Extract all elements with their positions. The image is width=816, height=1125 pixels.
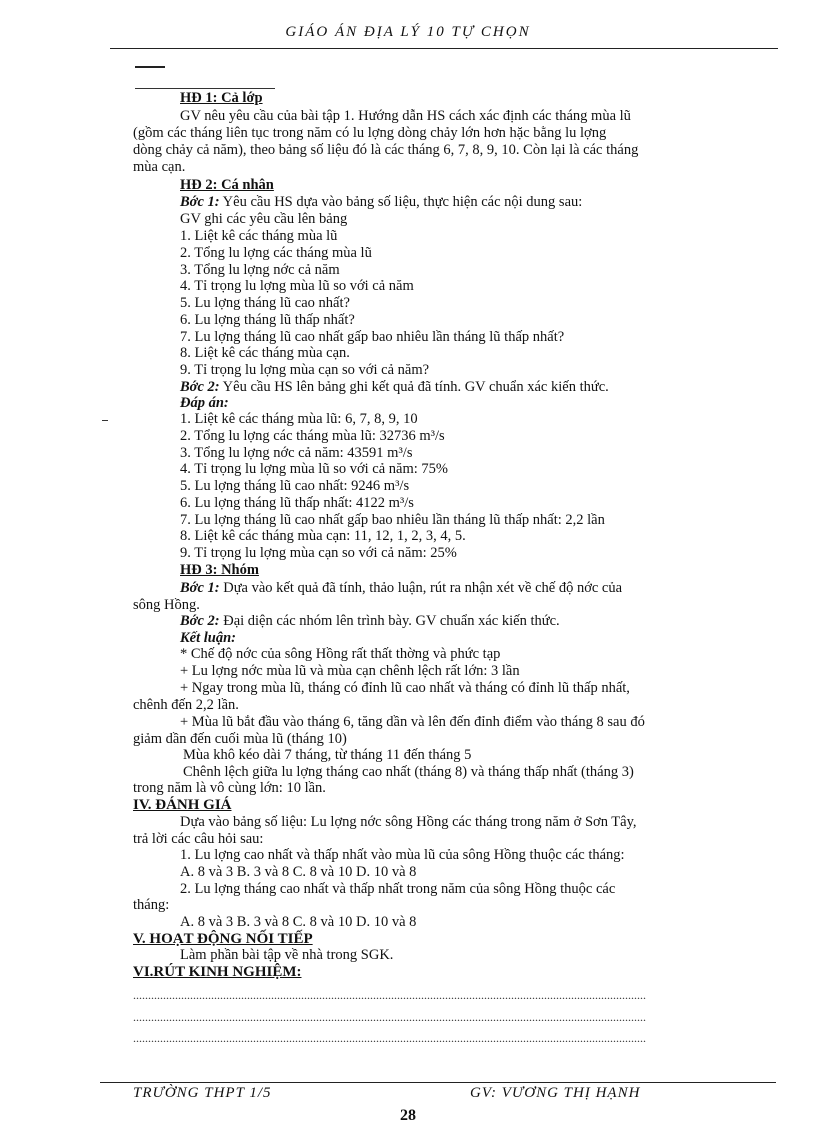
- hd3-step1: [180, 580, 622, 597]
- hd2-question: 6. Lu lợng tháng lũ thấp nhất?: [180, 312, 355, 328]
- conclusion-line: trong năm là vô cùng lớn: 10 lần.: [133, 780, 326, 796]
- hd1-line: dòng chảy cả năm), theo bảng số liệu đó là các tháng 6, 7, 8, 9, 10. Còn lại là các tháng: [133, 142, 639, 158]
- assessment-line: 2. Lu lợng tháng cao nhất và thấp nhất trong năm của sông Hồng thuộc các: [180, 881, 616, 897]
- hd3-step2: [180, 613, 560, 630]
- assessment-title: IV. ĐÁNH GIÁ: [133, 797, 232, 813]
- step-text: Yêu cầu HS lên bảng ghi kết quả đã tính. GV chuẩn xác kiến thức.: [219, 379, 609, 395]
- step-text: Đại diện các nhóm lên trình bày. GV chuẩn xác kiến thức.: [219, 613, 560, 629]
- answer-item: 6. Lu lợng tháng lũ thấp nhất: 4122 m³/s: [180, 495, 414, 511]
- hd1-line: GV nêu yêu cầu của bài tập 1. Hướng dẫn HS cách xác định các tháng mùa lũ: [180, 108, 631, 124]
- step-text: Yêu cầu HS dựa vào bảng số liệu, thực hiện các nội dung sau:: [219, 194, 583, 210]
- conclusion-line: Chênh lệch giữa lu lợng tháng cao nhất (tháng 8) và tháng thấp nhất (tháng 3): [183, 764, 634, 780]
- hd2-step1: [180, 194, 582, 211]
- hd2-question: 4. Tỉ trọng lu lợng mùa lũ so với cả năm: [180, 278, 414, 294]
- answer-item: 3. Tổng lu lợng nớc cả năm: 43591 m³/s: [180, 445, 413, 461]
- experience-title: VI.RÚT KINH NGHIỆM:: [133, 964, 302, 980]
- header-rule: [110, 48, 778, 49]
- footer-school: TRƯỜNG THPT 1/5: [133, 1085, 272, 1101]
- dotted-line: ...........................................................................................................................................................................: [133, 1031, 646, 1045]
- hd2-question: 8. Liệt kê các tháng mùa cạn.: [180, 345, 350, 361]
- answer-item: 1. Liệt kê các tháng mùa lũ: 6, 7, 8, 9, 10: [180, 411, 418, 427]
- assessment-options: A. 8 và 3 B. 3 và 8 C. 8 và 10 D. 10 và 8: [180, 914, 417, 930]
- hd2-title: HĐ 2: Cá nhân: [180, 177, 274, 193]
- hd1-title: HĐ 1: Cả lớp: [180, 90, 263, 106]
- followup-line: Làm phần bài tập về nhà trong SGK.: [180, 947, 394, 963]
- step-label: Bớc 1:: [180, 194, 220, 210]
- page-header-title: GIÁO ÁN ĐỊA LÝ 10 TỰ CHỌN: [285, 24, 531, 40]
- dotted-line: ...........................................................................................................................................................................: [133, 988, 646, 1002]
- hd2-question: 9. Tỉ trọng lu lợng mùa cạn so với cả năm?: [180, 362, 430, 378]
- answer-item: 2. Tổng lu lợng các tháng mùa lũ: 32736 m³/s: [180, 428, 445, 444]
- step-label: Bớc 2:: [180, 379, 220, 395]
- hd2-question: 7. Lu lợng tháng lũ cao nhất gấp bao nhiêu lần tháng lũ thấp nhất?: [180, 329, 565, 345]
- hd1-line: mùa cạn.: [133, 159, 186, 175]
- step-label: Bớc 2:: [180, 613, 220, 629]
- hd3-title: HĐ 3: Nhóm: [180, 562, 259, 578]
- answer-item: 7. Lu lợng tháng lũ cao nhất gấp bao nhiêu lần tháng lũ thấp nhất: 2,2 lần: [180, 512, 605, 528]
- assessment-line: tháng:: [133, 897, 170, 913]
- hd2-question: 1. Liệt kê các tháng mùa lũ: [180, 228, 338, 244]
- assessment-line: Dựa vào bảng số liệu: Lu lợng nớc sông Hồng các tháng trong năm ở Sơn Tây,: [180, 814, 637, 830]
- answer-item: 5. Lu lợng tháng lũ cao nhất: 9246 m³/s: [180, 478, 410, 494]
- conclusion-line: * Chế độ nớc của sông Hồng rất thất thờng và phức tạp: [180, 646, 501, 662]
- hd2-question: 3. Tổng lu lợng nớc cả năm: [180, 262, 340, 278]
- hd1-line: (gồm các tháng liên tục trong năm có lu lợng dòng chảy lớn hơn hặc bằng lu lợng: [133, 125, 607, 141]
- conclusion-line: Mùa khô kéo dài 7 tháng, từ tháng 11 đến tháng 5: [183, 747, 472, 763]
- conclusion-line: + Mùa lũ bắt đầu vào tháng 6, tăng dần và lên đến đỉnh điểm vào tháng 8 sau đó: [180, 714, 645, 730]
- assessment-line: trả lời các câu hỏi sau:: [133, 831, 264, 847]
- footer-teacher: GV: VƯƠNG THỊ HẠNH: [470, 1085, 641, 1101]
- dotted-line: ...........................................................................................................................................................................: [133, 1010, 646, 1024]
- step-text: Dựa vào kết quả đã tính, thảo luận, rút ra nhận xét về chế độ nớc của: [219, 580, 623, 596]
- conclusion-line: giảm dần đến cuối mùa lũ (tháng 10): [133, 731, 347, 747]
- answer-item: 9. Tỉ trọng lu lợng mùa cạn so với cả năm: 25%: [180, 545, 457, 561]
- hd2-question: 2. Tổng lu lợng các tháng mùa lũ: [180, 245, 372, 261]
- assessment-line: 1. Lu lợng cao nhất và thấp nhất vào mùa lũ của sông Hồng thuộc các tháng:: [180, 847, 625, 863]
- hd2-step2: [180, 379, 609, 396]
- conclusion-line: + Ngay trong mùa lũ, tháng có đỉnh lũ cao nhất và tháng có đỉnh lũ thấp nhất,: [180, 680, 630, 696]
- assessment-options: A. 8 và 3 B. 3 và 8 C. 8 và 10 D. 10 và 8: [180, 864, 417, 880]
- page-number: 28: [400, 1107, 416, 1124]
- followup-title: V. HOẠT ĐỘNG NỐI TIẾP: [133, 931, 313, 947]
- dash-mark: [135, 66, 165, 68]
- hd3-step1-cont: sông Hồng.: [133, 597, 200, 613]
- conclusion-line: chênh đến 2,2 lần.: [133, 697, 239, 713]
- footer-rule: [100, 1082, 776, 1083]
- conclusion-label: Kết luận:: [180, 630, 236, 646]
- conclusion-line: + Lu lợng nớc mùa lũ và mùa cạn chênh lệch rất lớn: 3 lần: [180, 663, 520, 679]
- hd2-question: 5. Lu lợng tháng lũ cao nhất?: [180, 295, 350, 311]
- step-label: Bớc 1:: [180, 580, 220, 596]
- section-rule: [135, 88, 275, 89]
- answers-label: Đáp án:: [180, 395, 229, 411]
- hd2-intro: GV ghi các yêu cầu lên bảng: [180, 211, 348, 227]
- answer-item: 4. Tỉ trọng lu lợng mùa lũ so với cả năm: 75%: [180, 461, 448, 477]
- answer-item: 8. Liệt kê các tháng mùa cạn: 11, 12, 1, 2, 3, 4, 5.: [180, 528, 466, 544]
- margin-mark: [102, 420, 108, 421]
